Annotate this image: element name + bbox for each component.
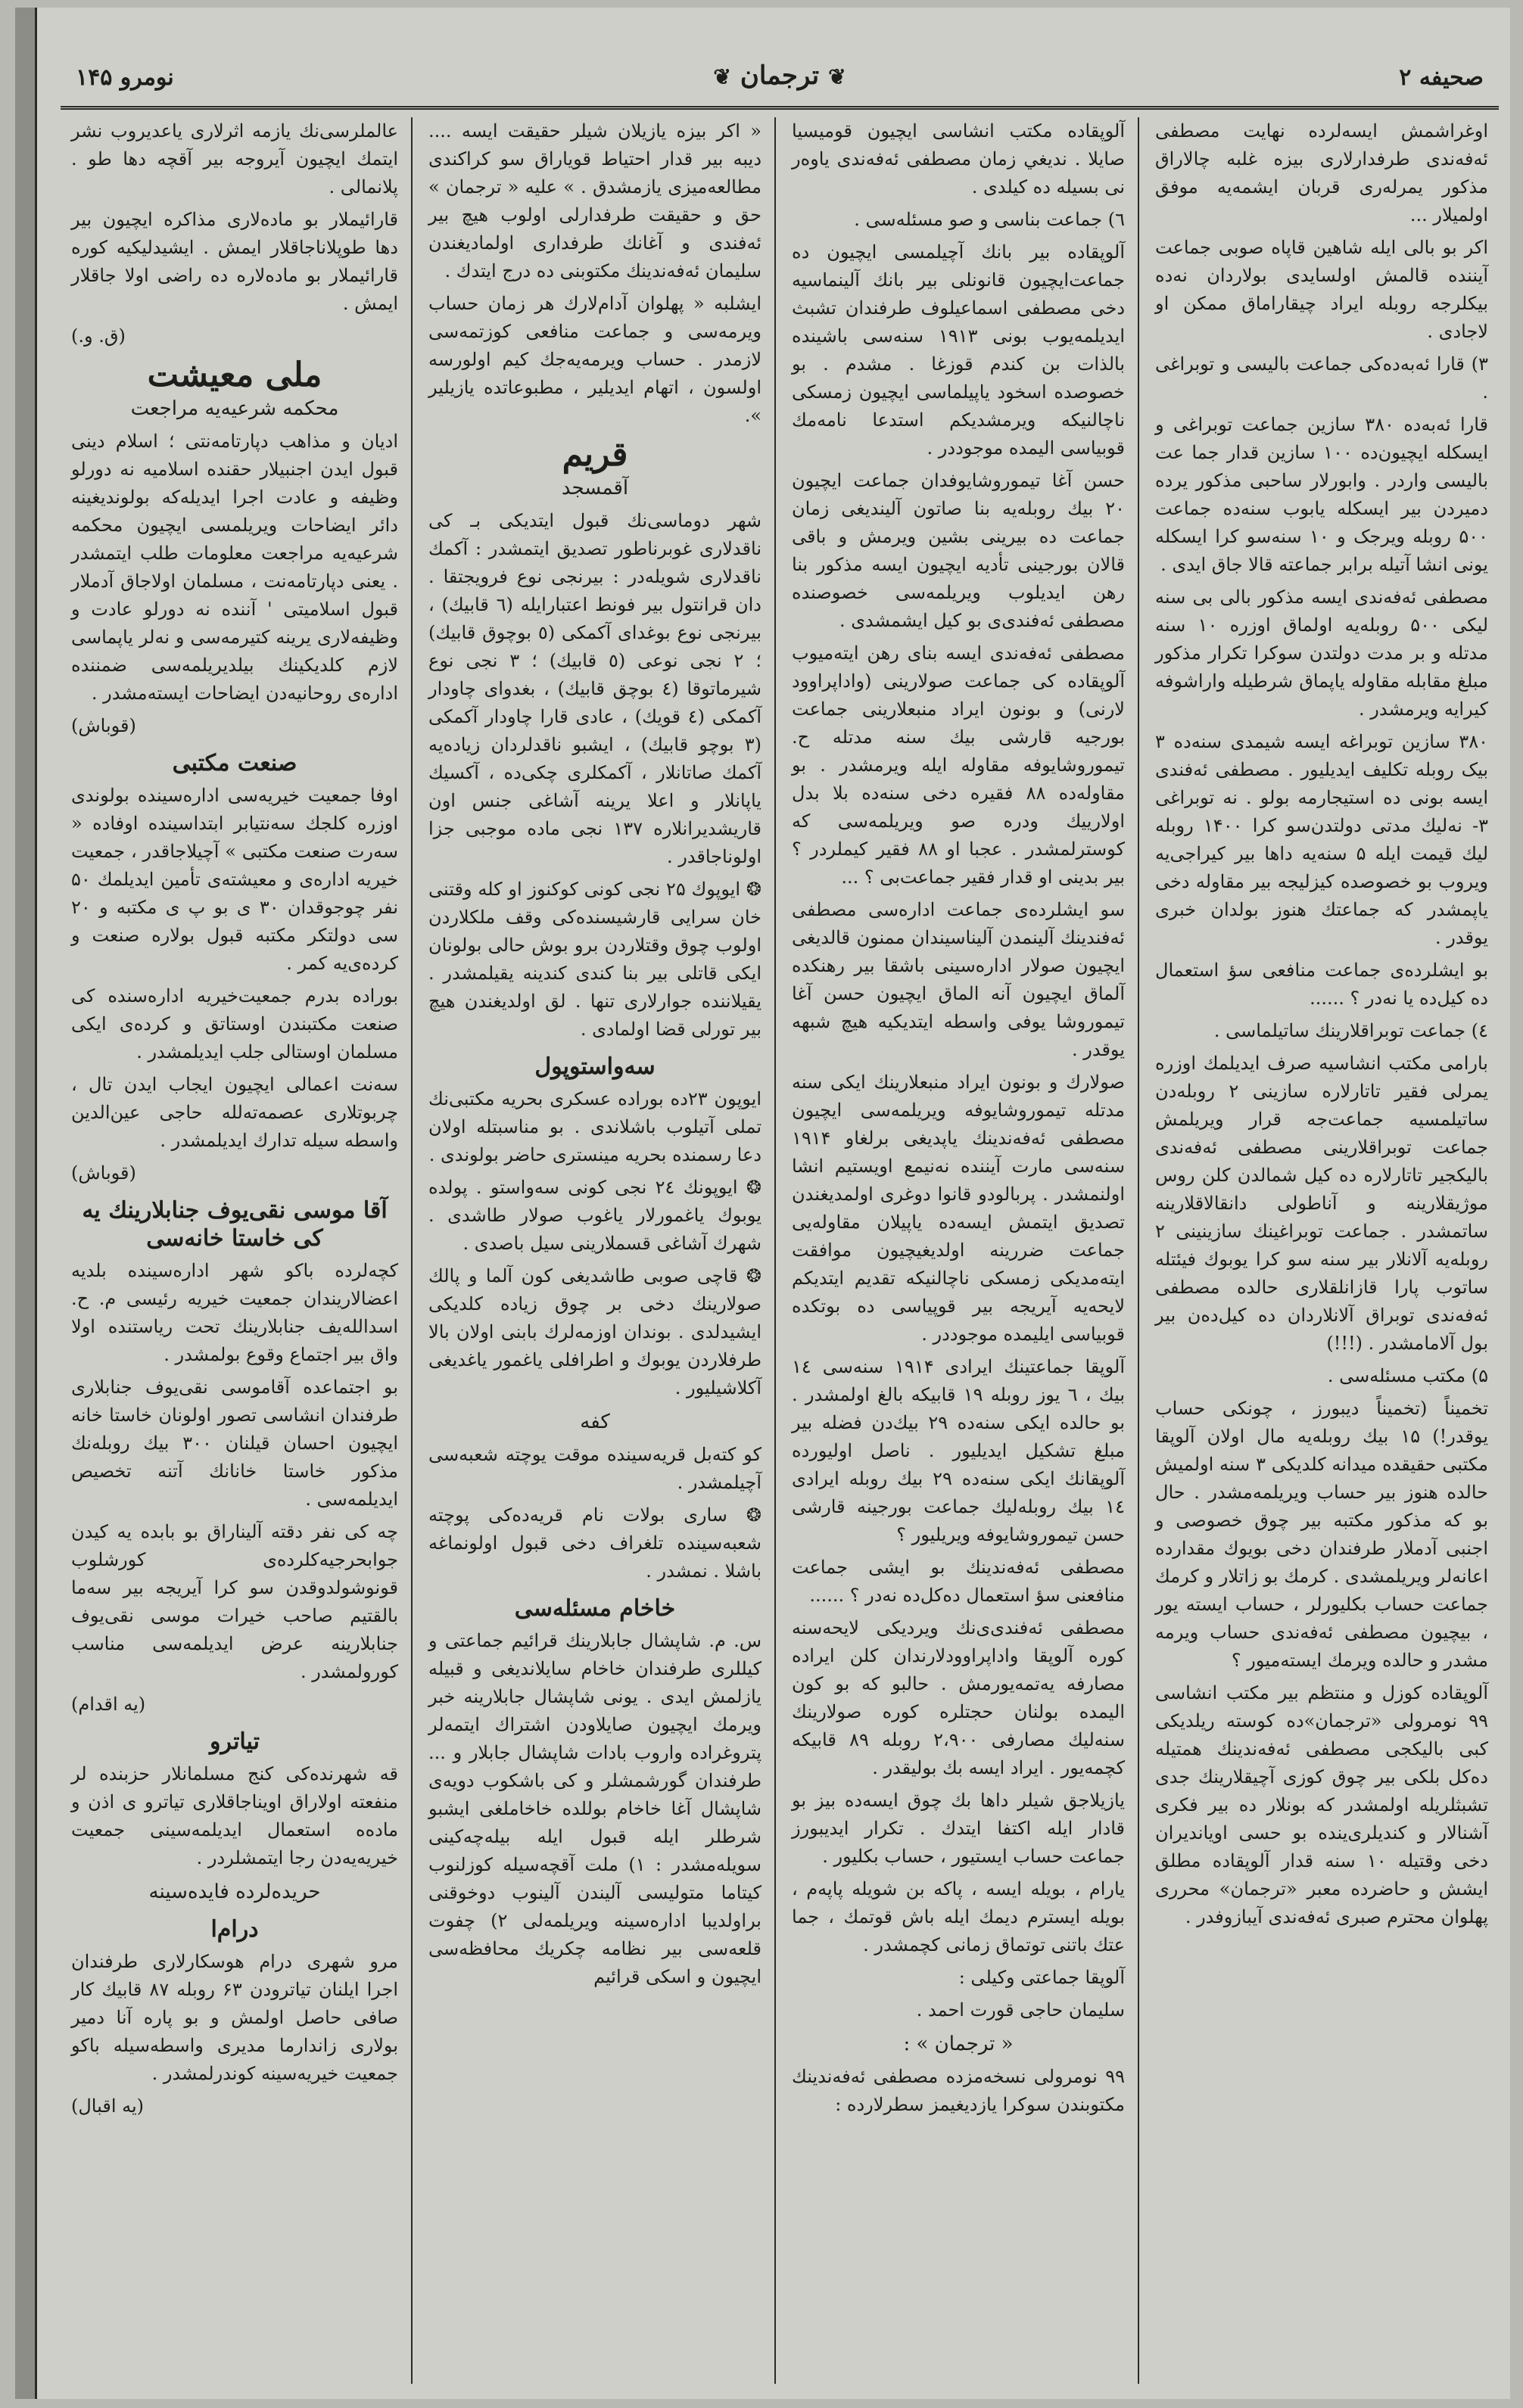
article-heading: خاخام مسئله‌سی (514, 1595, 676, 1622)
paragraph: ایوپون ۲۳ده بوراده عسکری بحریه مکتبی‌نك تملی آتیلوب باشلاندی . بو مناسبتله اولان دعا رسمنده بحریه مینستری حاضر بولوندی . (428, 1088, 762, 1165)
paragraph: یازیلاجق شیلر داها بك چوق ایسه‌ده بیز بو قادار ایله اکتفا ایتدك . تکرار ایدیبورز جماعت حساب ایستیور ، حساب بکلیور . (792, 1790, 1125, 1867)
paragraph: قارائیملار بو ماده‌لاری مذاکره ایچیون بیر‌ دها طوپلاناجاقلار ایمش . ایشیدلیکیه کوره قارائیملار بو ماده‌لاره ده راضی اولا جاقلار ایمش . (71, 209, 398, 314)
subheading: « ترجمان » : (903, 2033, 1014, 2055)
paragraph: مصطفی ئه‌فه‌ندی ایسه بنای رهن ایته‌میوب آلوپقاده کی جماعت صولارینی (واداپراوود لارنی) و بونون ایراد منبعلارینی جماعت بورجیه قارشی بیك سنه مدتله ح. تیموروشایوفه مقاوله ایله ویرمشدر . بو مقاوله‌ده ۸۸ فقیره دخی سنه‌ده بلا بدل اولارییك ودره صو ویریلمه‌سی که کوسترلمشدر . عجبا او ۸۸ فقیر کیملردر ؟ بیر بدینی او قدار فقیر جماعت‌بی ؟ ... (792, 642, 1125, 888)
page-number: صحيفه ۲ (1399, 64, 1484, 91)
source-signature: (یه اقبال) (71, 2095, 145, 2117)
subheading: حریده‌لرده فایده‌سینه (148, 1881, 321, 1903)
source-signature: (ق. و.) (71, 325, 126, 347)
article-heading: آقا موسی نقی‌یوف جنابلارینك یه کی خاستا خانه‌سی (82, 1197, 388, 1252)
columns (61, 117, 1499, 2384)
paragraph: مصطفی ئه‌فه‌ندینك بو ایشی جماعت منافعنی سؤ استعمال ده‌کل‌ده نه‌در ؟ ...... (792, 1557, 1125, 1606)
paragraph: اوغراشمش ایسه‌لرده نهایت مصطفی ئه‌فه‌ندی طرفدارلاری بیزه غلبه چالاراق مذکور یمرله‌ری قربان ایشمه‌یه موفق اولمیلار ... (1155, 120, 1488, 226)
paragraph: حسن آغا تیموروشایوفدان جماعت ایچیون ۲۰ بیك روبله‌یه بنا صاتون آلیندیغی زمان جماعت ده بیرینی بشین ویرمش و باقی قالان بورجینی تأدیه ایچیون ایسه مذکور بنا رهن ایدیلوب ویریلمه‌سی خصوصنده مصطفی ئه‌فندی‌ی‌ بو کیل ایشمشدی . (792, 470, 1125, 631)
paragraph: ۹۹ نومرولی نسخه‌مزده مصطفی ئه‌فه‌ندینك مکتوبندن سوکرا یازدیغیمز سطرلارده : (792, 2066, 1125, 2115)
paragraph: اوفا جمعیت خیریه‌سی اداره‌سینده بولوندی اوزره کلجك سه‌نتیابر ابتداسینده اوفاده « سه‌رت صنعت مکتبی » آچیلاجاقدر ، جمعیت خیریه اداره‌ی و معیشته‌ی تأمین ایدیلمك ۵۰ نفر چوجوقدان ۳۰ ی بو پ ی مکتبه و ۲۰ سی دولتکر مکتبه قبول بولاره صنعت و کرده‌ی‌یه کمر . (71, 785, 399, 974)
paragraph: بو ایشلرده‌ی جماعت منافعی سؤ استعمال ده کیل‌ده یا نه‌در ؟ ...... (1155, 960, 1488, 1009)
paragraph: اکر بو بالی ایله شاهین قاپاه صوبی جماعت آیننده قالمش اولسایدی بولاردان نه‌ده بیکلرجه روبله ایراد چیقاراماق ممکن او لاجادی . (1155, 237, 1488, 342)
newspaper-title (704, 61, 855, 91)
subheading: محکمه شرعیه‌یه مراجعت (130, 397, 339, 420)
paragraph: ۳) قارا ئه‌به‌ده‌کی جماعت بالیسی و توبراغی . (1155, 353, 1488, 403)
paragraph: کچه‌لرده باکو شهر اداره‌سینده بلدیه اعضالاریندان جمعیت خیریه رئیسی م. ح. اسدالله‌یف جنابلارینك تحت ریاستنده اولا واق بیر اجتماع وقوع بولمشدر . (71, 1260, 398, 1365)
article-heading: درام‌ا (210, 1916, 259, 1943)
paragraph: ۳۸۰ سازین توبراغه ایسه شیمدی سنه‌ده ۳ بیک روبله تکلیف ایدیلیور . مصطفی ئه‌فندی ایسه بونی ده استیجارمه بولو . نه توبراغی ۳- نه‌لیك مدتی دولتدن‌سو کرا ۱۴۰۰ روبله‌ لیك قیمت ایله ۵ سنه‌یه داها بیر کیراجی‌یه ویروب بو خصوصده کیزلیجه‌ بیر مقاوله دخی یاپمشدر که جماعتك هنوز بولدان خبری یوقدر . (1155, 731, 1488, 948)
paragraph: ❂ ایوپونك ۲٤ نجی کونی سه‌واستو . پولده یوبوك یاغمورلار یاغوب صولار طاشدی . شهرك آشاغی قسملارینی سیل باصدی . (428, 1177, 762, 1254)
masthead (61, 53, 1499, 114)
article-heading: صنعت مکتبی (172, 750, 297, 776)
paragraph: ٤) جماعت توبراقلارینك ساتیلماسی . (1213, 1020, 1488, 1041)
paragraph: بوراده بدرم جمعیت‌خیریه اداره‌سنده کی صنعت مکتبندن اوستاتق و کرده‌ی ایکی مسلمان اوستالی جلب ایدیلمشدر . (71, 985, 398, 1062)
paragraph: یارام ، بویله ایسه ، پاکه بن شویله پاپه‌م ، بویله ایسترم دیمك ایله باش قوتمك ، جما عتك باتنی توتماق زمانی کچمشدر . (792, 1878, 1125, 1955)
paragraph: ادیان و مذاهب دپارتامه‌نتی ؛ اسلام دینی قبول ایدن اجنبیلار حقنده اسلامیه نه دورلو وظیفه و عادت اجرا ایدیله‌که بولوندیغینه دائر ایضاحات ویریلمسی ایچیون محکمه شرعیه‌یه مراجعت معلومات طلب ایتمشدر . یعنی دپارتامه‌نت ، مسلمان اولاجاق آدملار قبول اسلامیتی ' آننده نه دورلو عادت و وظیفه‌لاری یرینه کتیرمه‌سی و نه‌لر یاپماسی لازم کلدیکینك بیلدیریلمه‌سی ضمننده اداره‌ی روحانیه‌دن ایضاحات ایسته‌مشدر . (71, 431, 398, 704)
column-divider (774, 117, 776, 2384)
paragraph: ۵) مکتب مسئله‌سی . (1327, 1365, 1488, 1386)
paragraph: قه شهرنده‌کی کنج مسلمانلار حزبنده لر منفعته اولاراق اویناجاقلاری تیاترو ی اذن و ماده‌ه استعمال ایدیلمه‌سینی جمعیت خیریه‌یه‌دن رجا ایتمشلردر . (71, 1763, 398, 1868)
paragraph: شهر دوماسی‌نك قبول ایتدیکی بـ کی ناقدلاری غوبرناطور تصدیق ایتمشدر : آکمك ناقدلاری شویله‌در : بیرنجی نوع فرویجتقا . دان قرانتول بیر فونط اعتبارایله (٦ قابیك) ، بیرنجی نوع بوغدای آکمکی (٥ بوچوق قابیك) ؛ ۲ نجی نوعی (٥ قابیك) ؛ ۳ نجی نوع شیرماتوقا (٤ بوچق قابیك) ، بغدوای چاودار آکمکی (٤ قویك) ، عادی قارا چاودار آکمکی (۳ بوچو قابیك) ، ایشبو ناقدلردان زیاده‌یه آکمك صاتانلار ، آکمکلری چکی‌ده ، آکسیك یاپانلار و اعلا یرینه آشاغی جنس اون قاریشدیرانلاره ۱۳۷ نجی ماده موجبی جزا اولونا‌جاقدر . (428, 510, 762, 867)
binding-edge (15, 8, 37, 2399)
subheading: آقمسجد (561, 477, 629, 499)
paragraph: چه کی نفر دقته آلیناراق بو بابده یه کیدن جوابحرجیه‌کلرده‌ی کورشلوب قونوشولدوقدن سو کرا آیریجه بیر سه‌ما بالقتیم صاحب خیرات موسی نقی‌یوف جنابلارینه عرض ایدیلمه‌سی مناسب کورولمشدر . (71, 1521, 398, 1682)
paragraph: آلوپقاده بیر بانك آچیلمسی ایچیون ده جماعت‌ایچیون قانونلی بیر بانك آلینماسیه دخی مصطفی اسماعیلوف طرفندان تشبث ایدیلمه‌یوب بونی ۱۹۱۳ سنه‌سی باشینده بالذات بن کندم قوزغا . مشدم . بو خصوصده اسخود یاپیلماسی ایچیون زمسکی ناچالنیکه ویرمشدیکم استدعا نامه‌مك قوبیاسی الیمده موجوددر . (792, 241, 1125, 459)
paragraph: ایشلبه « پهلوان آدام‌لارك هر زمان حساب ویرمه‌سی و جماعت منافعی کوزتمه‌سی لازمدر . حساب ویرمه‌یه‌جك کیم اولورسه اولسون ، اتهام ایدیلیر ، مطبوعاتده یازیلیر ». (428, 293, 762, 426)
source-signature: (یه اقدام) (71, 1694, 146, 1715)
column-3 (418, 117, 772, 2384)
column-divider (1138, 117, 1139, 2384)
source-signature: (قوباش) (71, 1162, 136, 1184)
section-heading: ملی معیشت (147, 356, 322, 394)
column-divider (411, 117, 413, 2384)
header-rule (61, 106, 1499, 110)
paragraph: س. م. شاپشال جابلارینك قرائیم جماعتی و کیللری طرفندان خاخام سایلاندیغی و قبیله یازلمش ایدی . یونی شاپشال جابلارینه خبر ویرمك ایچیون صایلاودن اشتراك ایتمه‌لر پتروغراده واروب بادات شاپشال جابلار و ... طرفندان گورشمشلر و کی باشکوب دویه‌ی شاپشال آغا خاخام بوللده خاخاملغی ایشبو شرطلر ایله قبول ایله بیله‌چه‌کینی سویله‌مشدر : ۱) ملت آقچه‌سیله کوزلنوب کیتاما متولیسی آلیندن آلینوب دوخوقنی براولدیبا اداره‌سینه ویریلمه‌لی ۲) چفوت قلعه‌سی بیر نظامه چکریك محافظه‌سی ایچیون و اسکی قرائیم (428, 1630, 762, 1987)
paragraph: ❂ قاچی صوبی طاشدیغی کون آلما و پالك صولارینك دخی بر چوق زیاده کلدیکی ایشیدلدی . بوندان اوزمه‌لرك بابنی اولان بالا طرفلاردن یوبوك و اطرافلی یاغمور یاغدیغی آکلاشیلیور . (428, 1265, 762, 1398)
ornament-icon: ❦ (828, 64, 846, 89)
paragraph: مرو شهری درام هوسکارلاری طرفندان اجرا ایلنان تیاترودن ۶۳ روبله ۸۷ قابیك کار صافی حاصل اولمش و بو پاره آنا دمیر بولاری زاندارما مدیری واسطه‌سیله باکو جمعیت خیریه‌سینه کوندرلمشدر . (71, 1951, 398, 2084)
article-heading: تیاترو (210, 1728, 260, 1755)
paragraph: سلیمان حاجی قورت احمد . (916, 1999, 1125, 2021)
paragraph: عالملرسی‌نك یازمه اثرلاری یاعدیروب نشر ایتمك ایچیون آیروجه بیر آقچه دها طو . پلانمالی . (71, 120, 398, 198)
column-2 (781, 117, 1135, 2384)
paragraph: آلوپقاده کوزل و منتظم بیر مکتب انشاسی ۹۹ نومرولی «ترجمان»‌ده کوسته ریلدیکی کبی بالیکجی مصطفی ئه‌فه‌ندینك همتیله ده‌کل بلکی بیر چوق کوزی آچیقلار‌ینك جدی تشبثلریله اولمشدر که بونلار ده بیر فکری آشنالار و کندیلری‌ینده بو حسی اویاندیران دخی وقتیله ۱۰ سنه قدار آلوپقاده مطلق ایشش و حاضرده معبر «ترجمان» محرری پهلوان محترم صبری ئه‌فه‌ندی آیبازوفدر . (1155, 1682, 1488, 1927)
paragraph: آلوپقاده مکتب انشاسی ایچیون قومیسیا صایلا . نديغي زمان مصطفی ئه‌فه‌ندی یاوه‌ر نی بسیله ده کیلدی . (792, 120, 1125, 198)
paragraph: بو اجتماعده آقاموسی نقی‌یوف جنابلاری طرفندان انشاسی تصور اولونان خاستا خانه ایچیون احسان قیلنان ۳۰۰ بیك روبله‌نك مذکور خاستا خانانك آتنه تخصیص ایدیلمه‌سی . (71, 1377, 398, 1510)
paragraph: آلوپقا جماعتی وکیلی : (958, 1967, 1125, 1988)
paragraph: کو کته‌بل قریه‌سینده موقت یوچته شعبه‌سی آچیلمشدر . (428, 1444, 762, 1493)
paragraph: سو ایشلرده‌ی جماعت اداره‌سی مصطفی ئه‌فندینك آلینمدن آلیناسیندان ممنون قالدیغی ایچیون صولار اداره‌سینی باشقا بیر رهنکده آلماق ایچیون آنه الماق ایچیون حسن آغا تیموروشا یوفی واسطه ایتدیکیه هیچ شبهه یوقدر . (792, 899, 1125, 1060)
column-4 (61, 117, 409, 2384)
newspaper-page (15, 8, 1510, 2399)
paragraph: تخمیناً (تخمیناً دیبورز ، چونکی حساب یوقدر!) ۱۵ بیك روبله‌یه مال اولان آلوپقا مکتبی حقیقده میدانه کلدیکی ۳ سنه اولمیش حالده هنوز بیر حساب ویریلمه‌مشدر . حال بو که مذکور مکتبه بیر چوق خصوصی و اجنبی آدملار طرفندان دخی بویوك مقدارده اعانه‌لر ویریلمشدی . کرمك بو زاتلار و کرمك جماعت حساب بکلیورلر ، حساب ایسته یور ، بیچیون مصطفی ئه‌فه‌ندی حساب ویرمه مشدر و حالده ویرمك ایسته‌میور ؟ (1155, 1398, 1489, 1671)
paragraph: بارامی مکتب انشاسیه صرف ایدیلمك اوزره یمرلی فقیر تاتارلاره سازینی ۲ روبله‌دن ساتیلمسیه جماعت‌جه قرار ویریلمش جماعت توبراقلارینی مصطفی ئه‌فه‌ندی بالیکجیر تاتارلاره ده کیل شمالدن کلن روس موژیقلارینه و آناطولی دانقالاقلارینه ساتمشدر . جماعت توبراغینك سازینینی ۲ روبله‌یه آلانلار بیر سنه سو کرا یوبوك فیئتله ساتوب پارا قازانلقلاری حالده مصطفی ئه‌فه‌ندی توبراق آلانلاردان ده کیل‌ده‌ن بیر بول آلامامشدر . (!!!) (1155, 1053, 1488, 1354)
column-1 (1145, 117, 1499, 2384)
paragraph: مصطفی ئه‌فه‌ندی ایسه مذکور بالی بی سنه لیکی ۵۰۰ روبله‌یه اولماق اوزره ۱۰ سنه مدتله و بر مدت دولتدن سوکرا تکرار مذکور مبلغ مقابله مقاوله یاپماق شرطیله واراشوفه کیرایه ویرمشدر . (1155, 586, 1489, 720)
paragraph: ٦) جماعت بناسی و صو مسئله‌سی . (854, 209, 1125, 230)
issue-number: نومرو ۱۴۵ (76, 64, 174, 91)
paragraph: آلوپقا جماعتینك ایرادی ۱۹۱۴ سنه‌سی ۱٤ بیك ، ٦ یوز روبله ۱۹ قابیکه بالغ اولمشدر . بو حالده ایکی سنه‌ده ۲۹ بیك‌دن فضله بیر مبلغ تشکیل ایدیلیور . ناصل اولیور‌ده آلوپقانك ایکی سنه‌ده ۲۹ بیك روبله ایرادی ۱٤ بیك روبله‌لیك جماعت بورجینه قارشی حسن تیموروشایوفه ویریلیور ؟ (792, 1356, 1126, 1545)
ornament-icon: ❦ (713, 64, 731, 89)
title-text: ترجمان (740, 61, 820, 91)
paragraph: سه‌نت اعمالی ایچیون ایجاب ایدن تال ، چربوتلاری عصمه‌ته‌لله حاجی عین‌الدین واسطه سیله تدارك ایدیلمشدر . (71, 1074, 398, 1151)
source-signature: (قوباش) (71, 715, 136, 736)
paragraph: ❂ ایوپوك ۲۵ نجی کونی کوکنوز او کله وقتنی خان سرایی قارشیسنده‌کی وقف ملکلاردن اولوب چوق وقتلاردن برو بوش حالی بولونان ایکی قاتلی بیر بنا کندی کندینه یقیلمشدر . یقیلاننده جوارلاری تنها . لق اولدیغندن هیچ بیر تورلی قضا اولمادی . (428, 879, 762, 1040)
article-heading: سه‌واستوپول (534, 1053, 656, 1080)
section-heading: قریم (562, 435, 628, 474)
paragraph: ❂ ساری بولات نام قریه‌ده‌کی پوچته شعبه‌سینده تلغراف دخی قبول اولونماغه باشلا . نمشدر . (428, 1504, 762, 1582)
paragraph: صولارك و بونون ایراد منبعلارینك ایکی سنه مدتله تیموروشایوفه ویریلمه‌سی ایچیون مصطفی ئه‌فه‌ندینك یاپدیغی برلغاو ۱۹۱۴ سنه‌سی مارت آیننده نه‌نیمع اویستیم انشا اولنمشدر . پربالودو قانوا دوغری اولمدیغندن تصدیق ایتمش ایسه‌ده یاپیلان مقاوله‌یی جماعت ضررینه اولدیغیچیون موافقت ایته‌مدیکی زمسکی ناچالنیکه تقدیم ایتدیکم لایحه‌یه آیریجه بیر قوپیاسی ده بوتکده قوبیاسی ایلیمده موجوددر . (792, 1072, 1125, 1345)
subheading: کفه (580, 1411, 610, 1433)
paragraph: قارا ئه‌به‌ده ۳۸۰ سازین جماعت توبراغی و ایسکله ایچیون‌ده ۱۰۰ سازین قدار جما عت بالیسی واردر . وابورلار ساحبی مذکور یرده دمیردن بیر ایسکله یابوب سنه‌ده جماعت ۵۰۰ روبله ویرجک و ۱۰ سنه‌سو کرا ایسکله یونی انشا آتیله برابر جماعته قالا جاق ایدی . (1155, 414, 1489, 575)
paragraph: « اکر بیزه یازیلان شیلر حقیقت ایسه .... دیبه بیر قدار احتیاط قویاراق سو کراکندی مطالعه‌میزی یازمشدق . »‌ علیه « ترجمان » حق و حقیقت طرفدارلی اولوب هیچ بیر ئه‌فندی و آغانك طرفداری اولمادیغندن سلیمان ئه‌فه‌ندینك مکتوبنی ده درج ایتدك . (428, 120, 762, 282)
paragraph: مصطفی ئه‌فندی‌ی‌نك ویردیکی لایحه‌سنه کوره آلوپقا واداپراوودلارندان کلن ایراده مصارفه یه‌تمه‌یورمش . حالبو که بو کون الیمده بولنان حجتلره کوره صولارینك سنه‌لیك مصارفی ۲،۹۰۰ روبله ۸۹ قابیکه کچمه‌یور . ایراد ایسه بك بولیقدر . (792, 1617, 1126, 1778)
